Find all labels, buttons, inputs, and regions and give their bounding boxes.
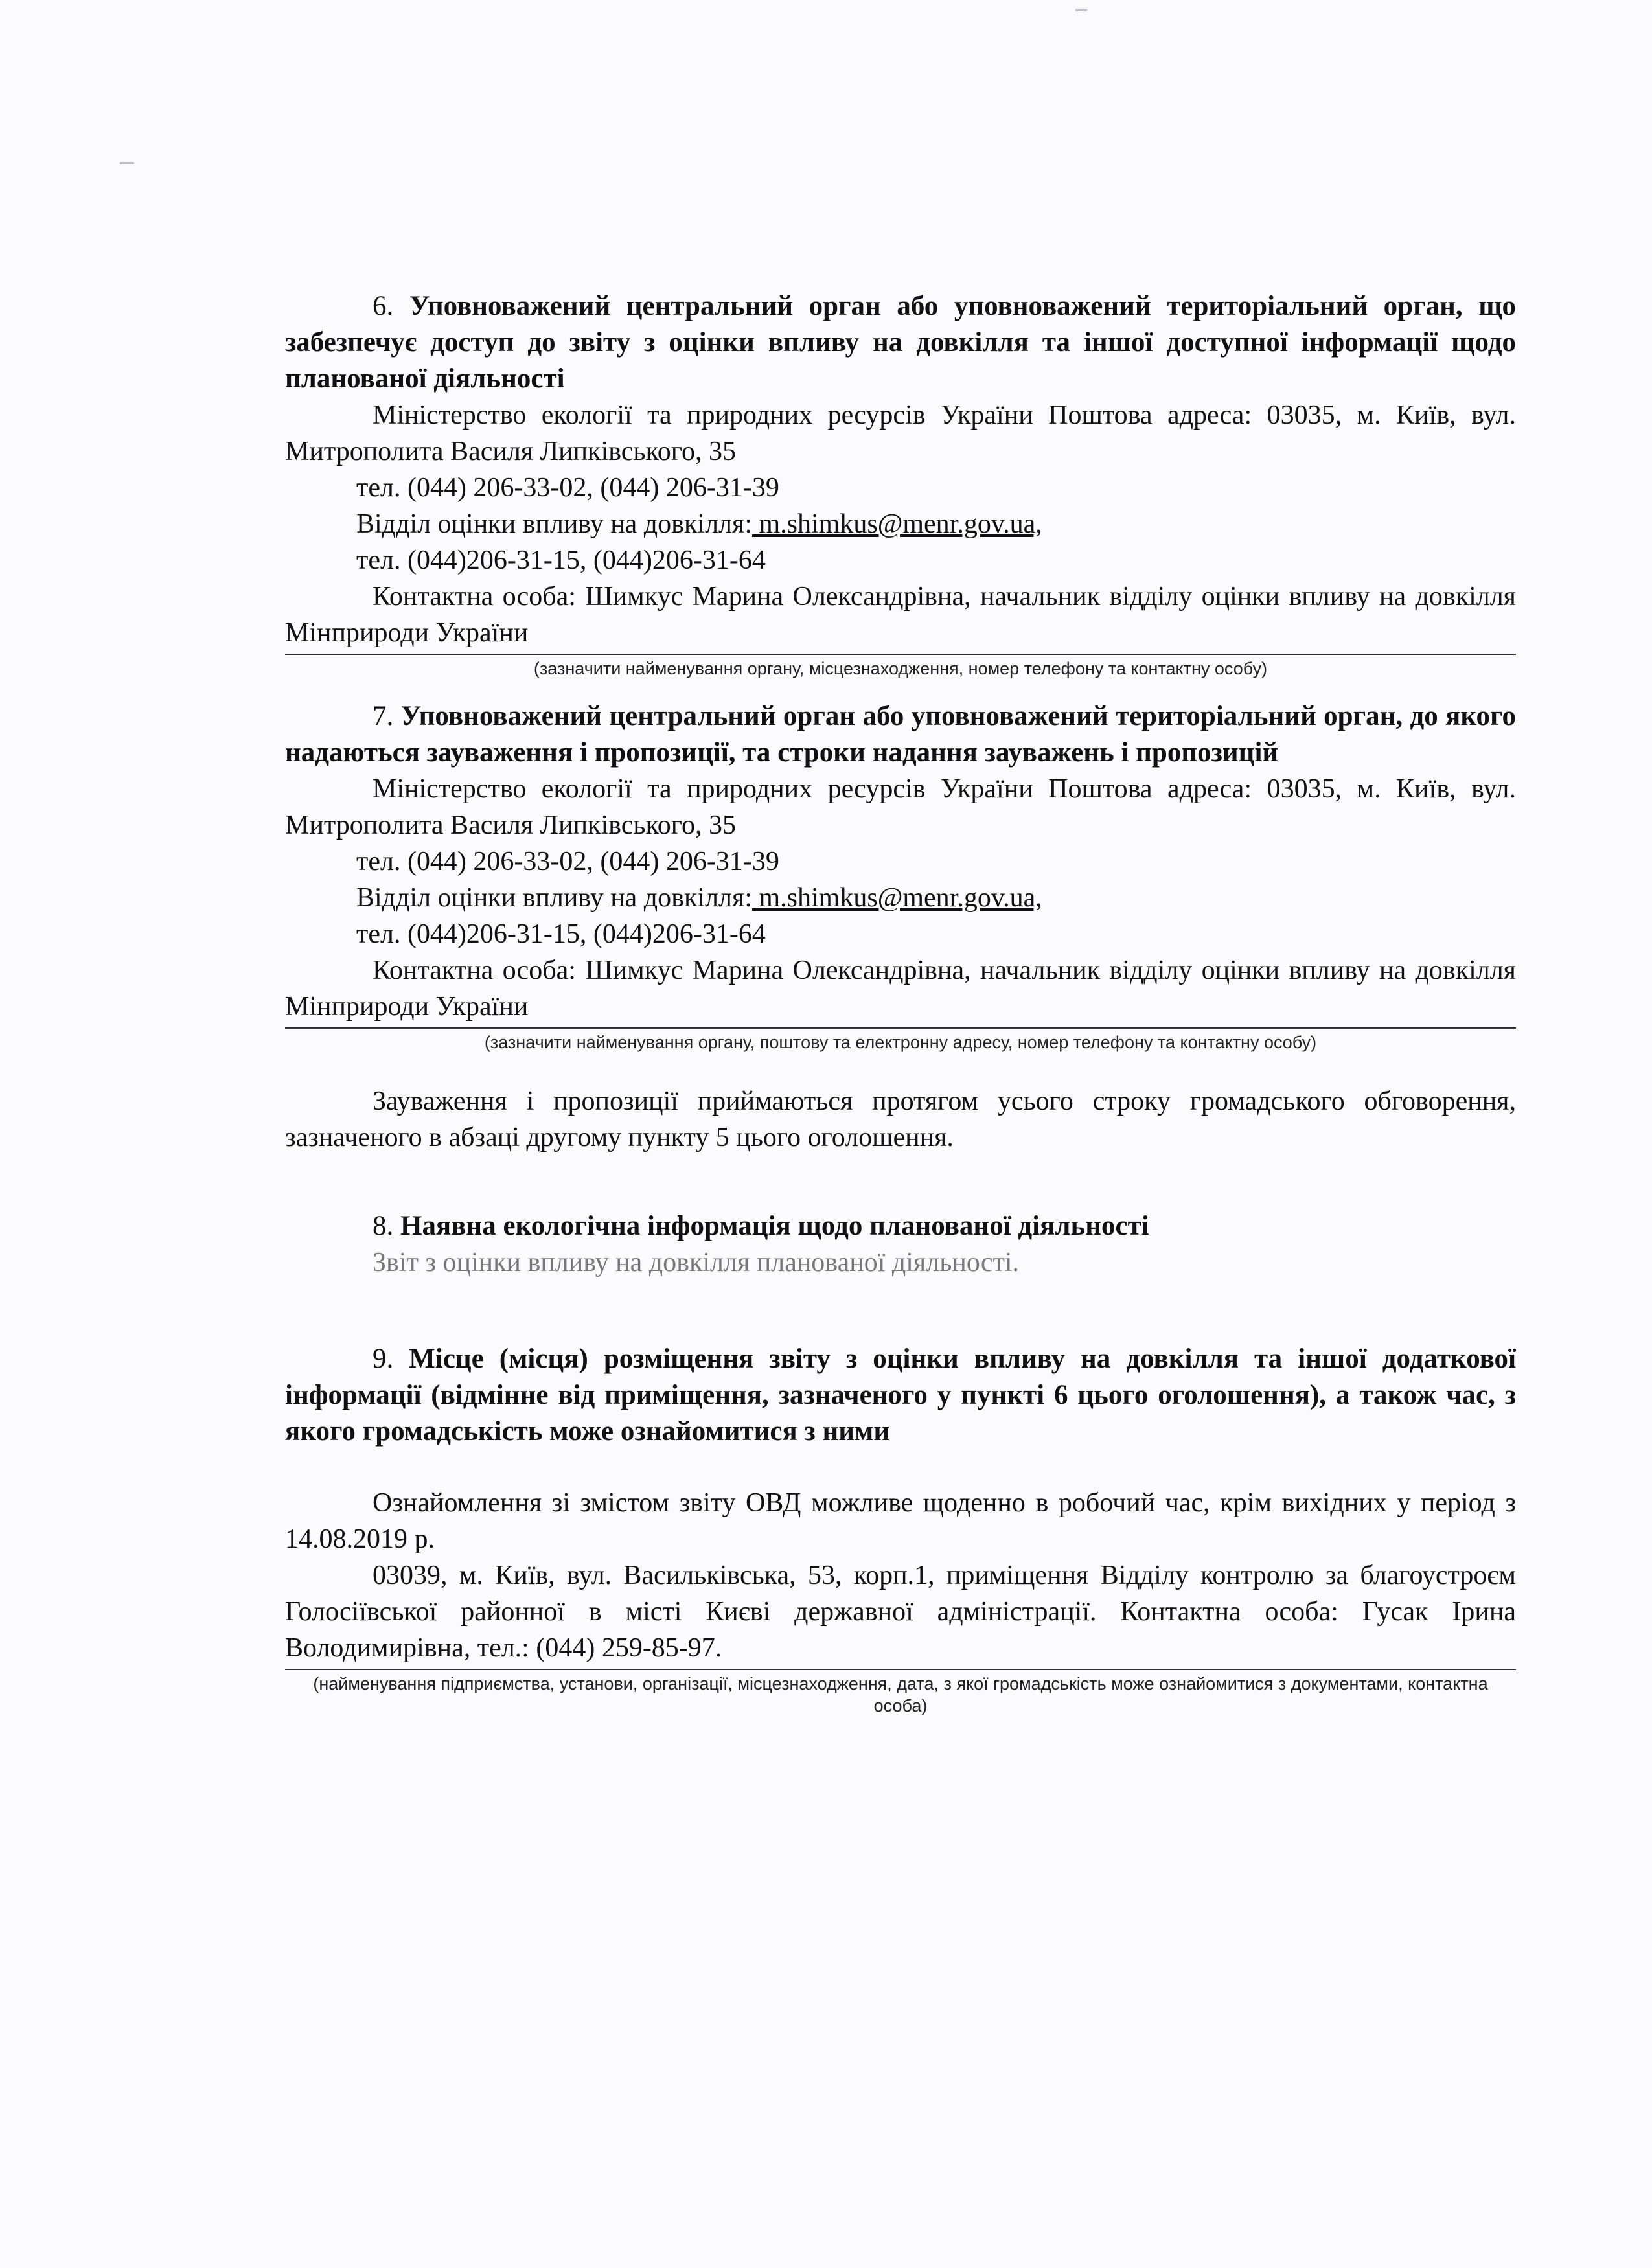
section-6-rule xyxy=(285,654,1516,655)
section-9 xyxy=(285,1341,1516,1717)
section-9-para-2: 03039, м. Київ, вул. Васильківська, 53, корп.1, приміщення Відділу контролю за благоустроєм Голосіївської районної в місті Києві державної адміністрації. Контактна особа: Гусак Ірина Володимирівна, тел.: (044) 259-85-97. xyxy=(285,1561,1516,1663)
section-9-heading xyxy=(285,1341,1516,1450)
section-6 xyxy=(285,288,1516,680)
scan-mark-top-left xyxy=(120,162,134,164)
section-7-phone2: тел. (044)206-31-15, (044)206-31-64 xyxy=(356,919,766,949)
section-6-phone: тел. (044) 206-33-02, (044) 206-31-39 xyxy=(356,473,779,503)
section-7-phone: тел. (044) 206-33-02, (044) 206-31-39 xyxy=(356,847,779,876)
section-7-contact: Контактна особа: Шимкус Марина Олександрівна, начальник відділу оцінки впливу на довкілля Мінприроди України xyxy=(285,956,1516,1022)
section-6-contact: Контактна особа: Шимкус Марина Олександрівна, начальник відділу оцінки впливу на довкілля Мінприроди України xyxy=(285,582,1516,648)
section-7-heading-text: Уповноважений центральний орган або уповноважений територіальний орган, до якого надаються зауваження і пропозиції, та строки надання зауважень і пропозицій xyxy=(285,701,1516,768)
section-7-note: Зауваження і пропозиції приймаються протягом усього строку громадського обговорення, зазначеного в абзаці другому пункту 5 цього оголошення. xyxy=(285,1086,1516,1152)
section-8-heading-text: Наявна екологічна інформація щодо планованої діяльності xyxy=(400,1211,1149,1241)
section-6-email-link[interactable]: m.shimkus@menr.gov.ua, xyxy=(752,509,1042,539)
scan-mark-top-right xyxy=(1075,9,1087,11)
section-6-phone2: тел. (044)206-31-15, (044)206-31-64 xyxy=(356,545,766,575)
section-9-heading-text: Місце (місця) розміщення звіту з оцінки впливу на довкілля та іншої додаткової інформації (відмінне від приміщення, зазначеного у пункті 6 цього оголошення), а також час, з якого громадськість може ознайомитися з ними xyxy=(285,1344,1516,1447)
section-9-rule xyxy=(285,1669,1516,1670)
section-8-heading xyxy=(285,1208,1516,1244)
section-7-caption: (зазначити найменування органу, поштову та електронну адресу, номер телефону та контактну особу) xyxy=(484,1033,1317,1052)
section-7 xyxy=(285,698,1516,1156)
section-6-ministry: Міністерство екології та природних ресурсів України Поштова адреса: 03035, м. Київ, вул. Митрополита Василя Липківського, 35 xyxy=(285,400,1516,466)
section-7-email-link[interactable]: m.shimkus@menr.gov.ua, xyxy=(752,883,1042,913)
section-6-caption: (зазначити найменування органу, місцезнаходження, номер телефону та контактну особу) xyxy=(533,659,1268,678)
section-6-dept-label: Відділ оцінки впливу на довкілля: xyxy=(356,509,752,539)
section-8-text: Звіт з оцінки впливу на довкілля планованої діяльності. xyxy=(373,1248,1020,1277)
section-6-dept xyxy=(285,506,1516,542)
section-9-caption: (найменування підприємства, установи, організації, місцезнаходження, дата, з якої громадськість може ознайомитися з документами, контактна особа) xyxy=(313,1674,1488,1715)
section-7-dept xyxy=(285,880,1516,916)
section-7-ministry: Міністерство екології та природних ресурсів України Поштова адреса: 03035, м. Київ, вул. Митрополита Василя Липківського, 35 xyxy=(285,774,1516,840)
section-9-number: 9. xyxy=(373,1344,394,1374)
section-6-heading-text: Уповноважений центральний орган або уповноважений територіальний орган, що забезпечує доступ до звіту з оцінки впливу на довкілля та іншої доступної інформації щодо планованої діяльності xyxy=(285,291,1517,394)
section-7-rule xyxy=(285,1027,1516,1029)
section-8-number: 8. xyxy=(373,1211,394,1241)
section-6-number: 6. xyxy=(373,291,394,321)
section-7-number: 7. xyxy=(373,701,394,731)
section-7-heading xyxy=(285,698,1516,771)
section-7-dept-label: Відділ оцінки впливу на довкілля: xyxy=(356,883,752,913)
section-6-heading xyxy=(285,288,1516,397)
section-9-para-1: Ознайомлення зі змістом звіту ОВД можливе щоденно в робочий час, крім вихідних у період з 14.08.2019 р. xyxy=(285,1488,1516,1554)
section-8 xyxy=(285,1208,1516,1281)
